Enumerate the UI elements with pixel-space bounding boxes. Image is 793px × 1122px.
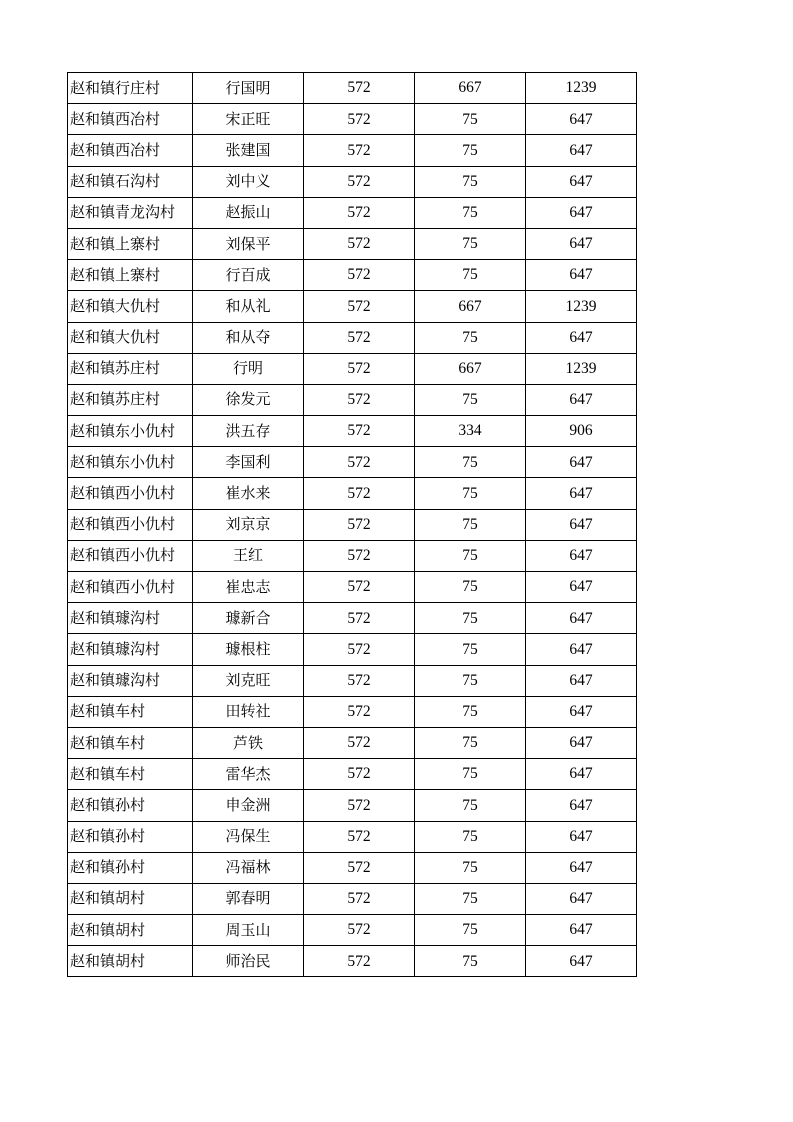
table-row (68, 665, 637, 696)
village-cell: 赵和镇上寨村 (68, 260, 193, 291)
amount-a-cell: 572 (304, 353, 415, 384)
person-name-cell: 张建国 (193, 135, 304, 166)
total-cell: 647 (526, 790, 637, 821)
village-cell: 赵和镇大仇村 (68, 322, 193, 353)
person-name-cell: 行百成 (193, 260, 304, 291)
amount-a-cell: 572 (304, 915, 415, 946)
table-row (68, 540, 637, 571)
person-name-cell: 宋正旺 (193, 104, 304, 135)
total-cell: 647 (526, 260, 637, 291)
village-cell: 赵和镇车村 (68, 696, 193, 727)
amount-b-cell: 75 (415, 104, 526, 135)
table-row (68, 603, 637, 634)
table-row (68, 478, 637, 509)
amount-a-cell: 572 (304, 166, 415, 197)
table-row (68, 509, 637, 540)
total-cell: 647 (526, 946, 637, 977)
person-name-cell: 冯福林 (193, 852, 304, 883)
village-cell: 赵和镇孙村 (68, 790, 193, 821)
amount-a-cell: 572 (304, 883, 415, 914)
person-name-cell: 刘克旺 (193, 665, 304, 696)
amount-b-cell: 75 (415, 228, 526, 259)
table-row (68, 790, 637, 821)
amount-a-cell: 572 (304, 821, 415, 852)
table-body (68, 73, 637, 977)
amount-b-cell: 75 (415, 665, 526, 696)
village-cell: 赵和镇西小仇村 (68, 572, 193, 603)
amount-b-cell: 75 (415, 166, 526, 197)
total-cell: 647 (526, 759, 637, 790)
total-cell: 647 (526, 603, 637, 634)
total-cell: 647 (526, 665, 637, 696)
amount-a-cell: 572 (304, 696, 415, 727)
village-cell: 赵和镇大仇村 (68, 291, 193, 322)
amount-a-cell: 572 (304, 540, 415, 571)
total-cell: 647 (526, 228, 637, 259)
village-cell: 赵和镇璩沟村 (68, 634, 193, 665)
amount-a-cell: 572 (304, 73, 415, 104)
village-cell: 赵和镇孙村 (68, 852, 193, 883)
person-name-cell: 崔忠志 (193, 572, 304, 603)
total-cell: 647 (526, 696, 637, 727)
total-cell: 647 (526, 104, 637, 135)
village-cell: 赵和镇西冶村 (68, 135, 193, 166)
total-cell: 647 (526, 540, 637, 571)
amount-b-cell: 75 (415, 322, 526, 353)
spreadsheet-page (67, 72, 637, 977)
total-cell: 1239 (526, 73, 637, 104)
total-cell: 647 (526, 166, 637, 197)
amount-b-cell: 75 (415, 384, 526, 415)
table-row (68, 946, 637, 977)
person-name-cell: 璩根柱 (193, 634, 304, 665)
total-cell: 647 (526, 821, 637, 852)
person-name-cell: 赵振山 (193, 197, 304, 228)
table-row (68, 197, 637, 228)
person-name-cell: 和从礼 (193, 291, 304, 322)
amount-a-cell: 572 (304, 384, 415, 415)
amount-a-cell: 572 (304, 104, 415, 135)
total-cell: 647 (526, 509, 637, 540)
amount-a-cell: 572 (304, 852, 415, 883)
total-cell: 1239 (526, 291, 637, 322)
person-name-cell: 师治民 (193, 946, 304, 977)
person-name-cell: 行明 (193, 353, 304, 384)
amount-b-cell: 75 (415, 572, 526, 603)
village-cell: 赵和镇青龙沟村 (68, 197, 193, 228)
total-cell: 647 (526, 883, 637, 914)
total-cell: 647 (526, 322, 637, 353)
village-cell: 赵和镇西小仇村 (68, 509, 193, 540)
village-cell: 赵和镇璩沟村 (68, 665, 193, 696)
amount-a-cell: 572 (304, 197, 415, 228)
total-cell: 647 (526, 727, 637, 758)
amount-b-cell: 75 (415, 946, 526, 977)
table-row (68, 696, 637, 727)
amount-a-cell: 572 (304, 478, 415, 509)
table-row (68, 883, 637, 914)
table-row (68, 852, 637, 883)
person-name-cell: 芦铁 (193, 727, 304, 758)
amount-a-cell: 572 (304, 727, 415, 758)
amount-a-cell: 572 (304, 260, 415, 291)
amount-b-cell: 667 (415, 353, 526, 384)
amount-b-cell: 75 (415, 915, 526, 946)
village-cell: 赵和镇苏庄村 (68, 384, 193, 415)
amount-a-cell: 572 (304, 665, 415, 696)
village-cell: 赵和镇行庄村 (68, 73, 193, 104)
table-row (68, 353, 637, 384)
village-cell: 赵和镇东小仇村 (68, 447, 193, 478)
total-cell: 906 (526, 416, 637, 447)
amount-a-cell: 572 (304, 135, 415, 166)
table-row (68, 228, 637, 259)
person-name-cell: 崔水来 (193, 478, 304, 509)
village-cell: 赵和镇璩沟村 (68, 603, 193, 634)
person-name-cell: 郭春明 (193, 883, 304, 914)
total-cell: 647 (526, 915, 637, 946)
person-name-cell: 田转社 (193, 696, 304, 727)
amount-a-cell: 572 (304, 759, 415, 790)
person-name-cell: 雷华杰 (193, 759, 304, 790)
amount-a-cell: 572 (304, 509, 415, 540)
table-row (68, 416, 637, 447)
amount-a-cell: 572 (304, 790, 415, 821)
table-row (68, 166, 637, 197)
table-row (68, 821, 637, 852)
person-name-cell: 行国明 (193, 73, 304, 104)
village-cell: 赵和镇车村 (68, 759, 193, 790)
amount-b-cell: 75 (415, 883, 526, 914)
total-cell: 647 (526, 447, 637, 478)
amount-b-cell: 75 (415, 478, 526, 509)
amount-b-cell: 75 (415, 852, 526, 883)
total-cell: 647 (526, 478, 637, 509)
village-cell: 赵和镇胡村 (68, 883, 193, 914)
total-cell: 647 (526, 384, 637, 415)
amount-a-cell: 572 (304, 291, 415, 322)
person-name-cell: 洪五存 (193, 416, 304, 447)
table-row (68, 104, 637, 135)
table-row (68, 915, 637, 946)
amount-b-cell: 667 (415, 291, 526, 322)
person-name-cell: 李国利 (193, 447, 304, 478)
village-cell: 赵和镇上寨村 (68, 228, 193, 259)
amount-b-cell: 75 (415, 634, 526, 665)
amount-a-cell: 572 (304, 572, 415, 603)
table-row (68, 260, 637, 291)
village-cell: 赵和镇东小仇村 (68, 416, 193, 447)
table-row (68, 759, 637, 790)
village-cell: 赵和镇车村 (68, 727, 193, 758)
amount-b-cell: 75 (415, 135, 526, 166)
table-row (68, 291, 637, 322)
total-cell: 647 (526, 135, 637, 166)
amount-b-cell: 75 (415, 509, 526, 540)
amount-a-cell: 572 (304, 322, 415, 353)
village-cell: 赵和镇苏庄村 (68, 353, 193, 384)
amount-a-cell: 572 (304, 946, 415, 977)
table-row (68, 322, 637, 353)
amount-a-cell: 572 (304, 634, 415, 665)
table-row (68, 447, 637, 478)
amount-b-cell: 75 (415, 540, 526, 571)
amount-b-cell: 75 (415, 727, 526, 758)
amount-a-cell: 572 (304, 228, 415, 259)
table-row (68, 727, 637, 758)
amount-b-cell: 75 (415, 260, 526, 291)
amount-b-cell: 75 (415, 603, 526, 634)
amount-b-cell: 75 (415, 197, 526, 228)
amount-b-cell: 334 (415, 416, 526, 447)
table-row (68, 634, 637, 665)
village-cell: 赵和镇西冶村 (68, 104, 193, 135)
person-name-cell: 刘中义 (193, 166, 304, 197)
table-row (68, 572, 637, 603)
amount-b-cell: 75 (415, 790, 526, 821)
amount-b-cell: 667 (415, 73, 526, 104)
amount-a-cell: 572 (304, 416, 415, 447)
person-name-cell: 徐发元 (193, 384, 304, 415)
person-name-cell: 王红 (193, 540, 304, 571)
amount-b-cell: 75 (415, 696, 526, 727)
total-cell: 647 (526, 197, 637, 228)
village-cell: 赵和镇西小仇村 (68, 478, 193, 509)
table-row (68, 73, 637, 104)
amount-b-cell: 75 (415, 821, 526, 852)
amount-b-cell: 75 (415, 447, 526, 478)
person-name-cell: 璩新合 (193, 603, 304, 634)
amount-a-cell: 572 (304, 603, 415, 634)
village-cell: 赵和镇胡村 (68, 946, 193, 977)
person-name-cell: 刘京京 (193, 509, 304, 540)
person-name-cell: 刘保平 (193, 228, 304, 259)
village-cell: 赵和镇石沟村 (68, 166, 193, 197)
total-cell: 647 (526, 572, 637, 603)
village-cell: 赵和镇胡村 (68, 915, 193, 946)
village-cell: 赵和镇孙村 (68, 821, 193, 852)
amount-b-cell: 75 (415, 759, 526, 790)
person-name-cell: 申金洲 (193, 790, 304, 821)
table-row (68, 135, 637, 166)
table-row (68, 384, 637, 415)
person-name-cell: 周玉山 (193, 915, 304, 946)
total-cell: 647 (526, 634, 637, 665)
total-cell: 1239 (526, 353, 637, 384)
total-cell: 647 (526, 852, 637, 883)
person-name-cell: 冯保生 (193, 821, 304, 852)
amount-a-cell: 572 (304, 447, 415, 478)
data-table (67, 72, 637, 977)
village-cell: 赵和镇西小仇村 (68, 540, 193, 571)
person-name-cell: 和从夺 (193, 322, 304, 353)
